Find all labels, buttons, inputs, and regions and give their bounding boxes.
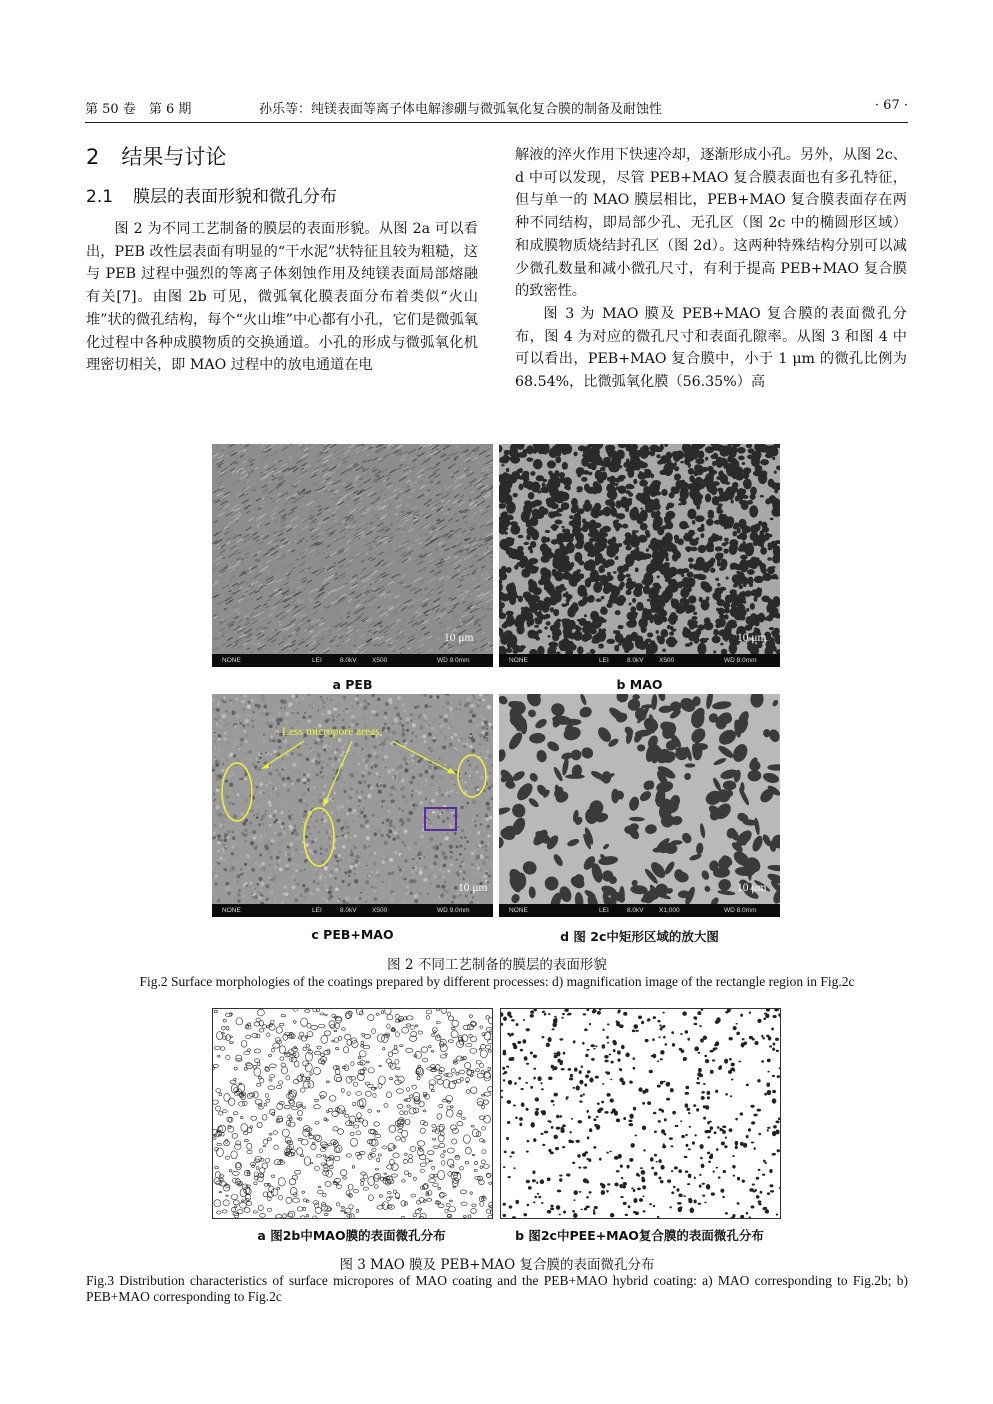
figure-caption-en: Fig.3 Distribution characteristics of surface micropores of MAO coating and the PEB+MAO hybrid coating: a) MAO corresponding to Fig.2b; b) PEB+MAO corresponding to Fig.2c bbox=[86, 1273, 908, 1304]
sem-texture bbox=[499, 444, 780, 654]
sem-image-mao bbox=[499, 444, 780, 667]
subfigure-label: c PEB+MAO bbox=[311, 927, 394, 942]
arrow-head bbox=[261, 763, 269, 769]
micropore-outlines bbox=[213, 1009, 492, 1218]
scale-label: 10 μm bbox=[737, 882, 767, 894]
left-column bbox=[86, 144, 478, 377]
micropore-map-peb-mao bbox=[500, 1008, 781, 1219]
annotation-arrow bbox=[264, 741, 304, 767]
running-title: 孙乐等：纯镁表面等离子体电解渗硼与微弧氧化复合膜的制备及耐蚀性 bbox=[259, 102, 663, 117]
subfigure-label: b MAO bbox=[616, 677, 663, 692]
right-column bbox=[515, 144, 907, 394]
sem-info-bar: NONE LEI 8.0kV X500 WD 8.0mm bbox=[499, 654, 780, 667]
sem-info-bar: NONE LEI 8.0kV X500 WD 9.0mm bbox=[212, 904, 493, 917]
annotation-text: Less micropore areas bbox=[282, 726, 380, 738]
sem-image-peb-mao bbox=[212, 694, 493, 917]
arrow-head bbox=[323, 798, 329, 807]
annotation-overlay bbox=[212, 694, 493, 904]
subfigure-label: a PEB bbox=[332, 677, 373, 692]
less-pore-ellipse bbox=[458, 755, 486, 797]
figure-caption-cn: 图 3 MAO 膜及 PEB+MAO 复合膜的表面微孔分布 bbox=[339, 1257, 655, 1273]
magnification-rectangle bbox=[425, 808, 456, 830]
running-header bbox=[85, 98, 908, 123]
journal-volume-issue: 第 50 卷 第 6 期 bbox=[85, 102, 192, 117]
scale-label: 10 μm bbox=[458, 882, 488, 894]
arrow-head bbox=[447, 768, 456, 774]
body-paragraph: 解液的淬火作用下快速冷却，逐渐形成小孔。另外，从图 2c、d 中可以发现，尽管 PEB+MAO 复合膜表面也有多孔特征，但与单一的 MAO 膜层相比，PEB+MAO 复合膜表面存在两种不同结构，即局部少孔、无孔区（图 2c 中的椭圆形区域）和成膜物质烧结封孔区（图 2d）。这两种特殊结构分别可以减少微孔数量和减小微孔尺寸，有利于提高 PEB+MAO 复合膜的致密性。 bbox=[515, 147, 907, 300]
subfigure-label: d 图 2c中矩形区域的放大图 bbox=[560, 929, 719, 944]
sem-info-bar: NONE LEI 8.0kV X500 WD 9.0mm bbox=[212, 654, 493, 667]
sem-texture bbox=[212, 444, 493, 654]
body-paragraph: 图 3 为 MAO 膜及 PEB+MAO 复合膜的表面微孔分布，图 4 为对应的微孔尺寸和表面孔隙率。从图 3 和图 4 中可以看出，PEB+MAO 复合膜中，小于 1 μm 的微孔比例为 68.54%，比微弧氧化膜（56.35%）高 bbox=[515, 305, 907, 391]
scale-label: 10 μm bbox=[444, 632, 474, 644]
section-heading: 2 结果与讨论 bbox=[86, 145, 227, 169]
sem-info-bar: NONE LEI 8.0kV X1,000 WD 8.0mm bbox=[499, 904, 780, 917]
figure-caption-en: Fig.2 Surface morphologies of the coatings prepared by different processes: d) magnification image of the rectangle region in Fig.2c bbox=[139, 974, 855, 989]
annotation-arrow bbox=[325, 741, 352, 803]
subsection-heading: 2.1 膜层的表面形貌和微孔分布 bbox=[86, 187, 338, 207]
subfigure-label: b 图2c中PEE+MAO复合膜的表面微孔分布 bbox=[515, 1228, 764, 1243]
micropore-map-mao bbox=[212, 1008, 493, 1219]
micropore-outlines bbox=[501, 1009, 780, 1218]
less-pore-ellipse bbox=[304, 808, 334, 866]
annotation-arrow bbox=[392, 741, 452, 772]
body-paragraph: 图 2 为不同工艺制备的膜层的表面形貌。从图 2a 可以看出，PEB 改性层表面有明显的“干水泥”状特征且较为粗糙，这与 PEB 过程中强烈的等离子体刻蚀作用及纯镁表面局部熔融有关[7]。由图 2b 可见，微弧氧化膜表面分布着类似“火山堆”状的微孔结构，每个“火山堆”中心都有小孔，它们是微弧氧化过程中各种成膜物质的交换通道。小孔的形成与微弧氧化机理密切相关，即 MAO 过程中的放电通道在电 bbox=[86, 221, 478, 374]
sem-texture bbox=[499, 694, 780, 904]
figure-caption-cn: 图 2 不同工艺制备的膜层的表面形貌 bbox=[387, 957, 607, 973]
sem-image-magnified bbox=[499, 694, 780, 917]
sem-image-peb bbox=[212, 444, 493, 667]
less-pore-ellipse bbox=[222, 763, 252, 821]
subfigure-label: a 图2b中MAO膜的表面微孔分布 bbox=[257, 1228, 446, 1243]
scale-label: 10 μm bbox=[737, 632, 767, 644]
page-number: · 67 · bbox=[874, 98, 908, 113]
